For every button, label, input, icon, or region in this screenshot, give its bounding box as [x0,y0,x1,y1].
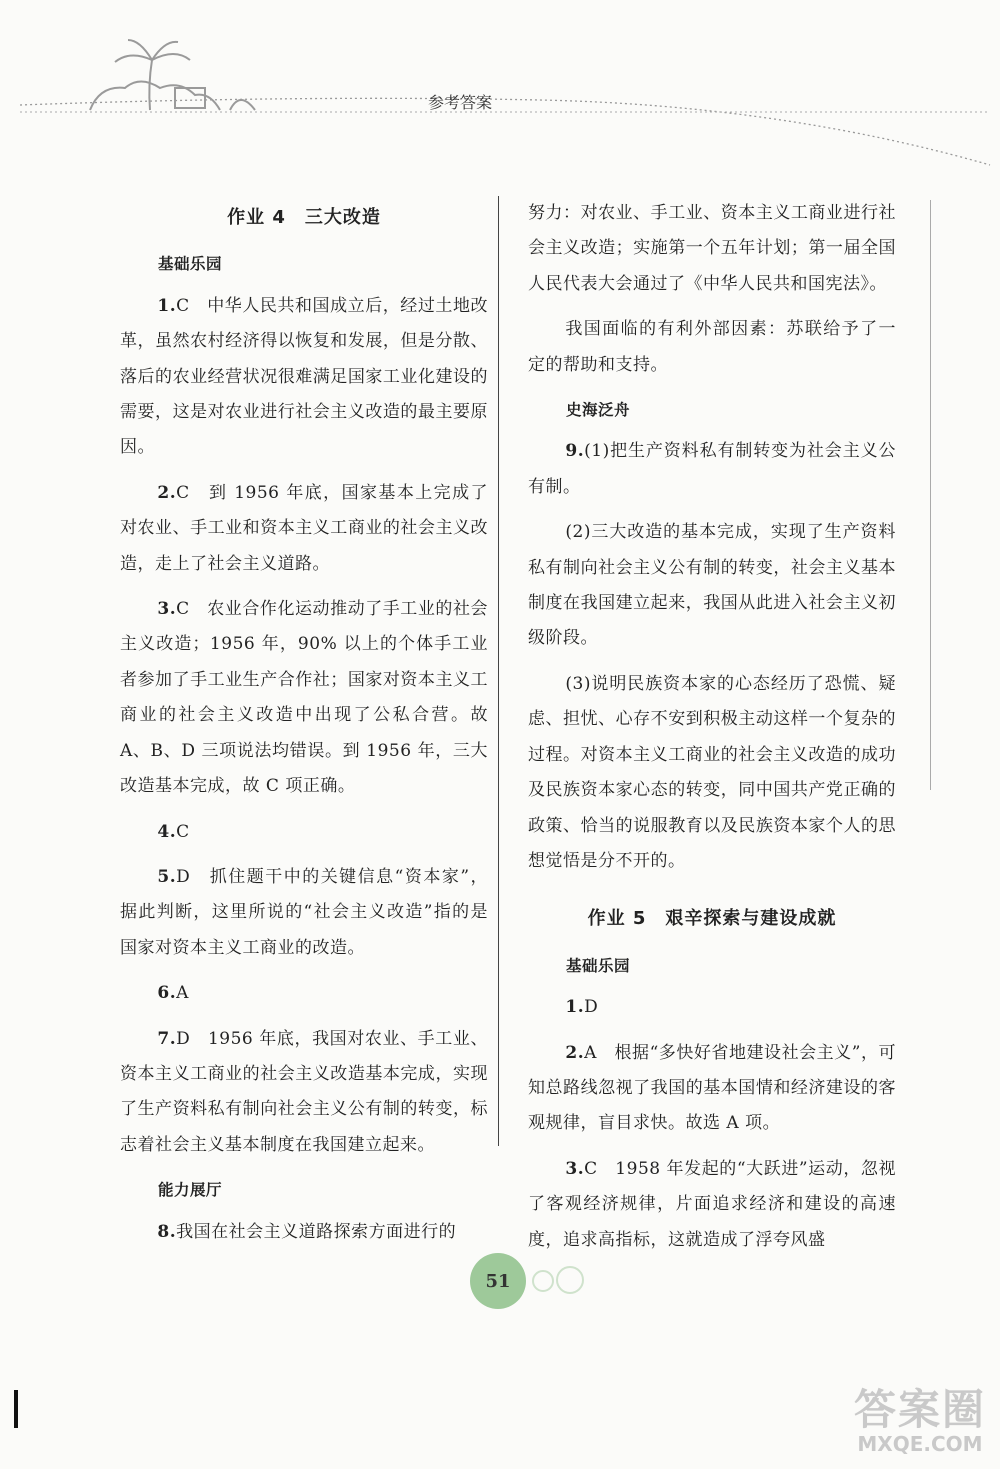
answer-item [528,990,896,1025]
answer-text: C 1958 年发起的“大跃进”运动，忽视了客观经济规律，片面追求经济和建设的高速度，追求高指标，这就造成了浮夸风盛 [528,1158,896,1250]
subsection-title: 基础乐园 [566,956,631,975]
answer-number: 1. [565,997,585,1018]
answer-continuation: 努力：对农业、手工业、资本主义工商业进行社会主义改造；实施第一个五年计划；第一届全国人民代表大会通过了《中华人民共和国宪法》。 [528,203,896,294]
answer-text: D 抓住题干中的关键信息“资本家”，据此判断，这里所说的“社会主义改造”指的是国家对资本主义工商业的改造。 [120,866,488,958]
scan-edge-mark [14,1390,18,1428]
page-number: 51 [485,1270,511,1292]
answer-text: C 农业合作化运动推动了手工业的社会主义改造；1956 年，90% 以上的个体手工业者参加了手工业生产合作社；国家对资本主义工商业的社会主义改造中出现了公私合营。故 A、B、D 三项说法均错误。到 1956 年，三大改造基本完成，故 C 项正确。 [120,599,488,797]
answer-item [120,1215,488,1250]
answer-number: 2. [565,1042,585,1063]
section-title: 作业 4 三大改造 [227,207,381,228]
margin-line [930,200,931,790]
answer-item [120,1022,488,1164]
page-number-badge [470,1253,526,1309]
answer-item [528,1152,896,1258]
right-column [528,196,896,1268]
answer-item [120,289,488,466]
decorative-circle [532,1270,554,1292]
answer-continuation: 我国面临的有利外部因素：苏联给予了一定的帮助和支持。 [528,319,896,375]
answer-text: D 1956 年底，我国对农业、手工业、资本主义工商业的社会主义改造基本完成，实现了生产资料私有制向社会主义公有制的转变，标志着社会主义基本制度在我国建立起来。 [120,1028,488,1155]
answer-text: C [176,821,190,842]
answer-number: 5. [157,866,177,887]
answer-item [120,476,488,582]
subsection-title: 史海泛舟 [566,401,631,420]
header-title: 参考答案 [427,93,492,112]
answer-number: 4. [157,821,177,842]
subsection-title: 能力展厅 [158,1181,223,1200]
decorative-circle [556,1266,584,1294]
left-column [120,196,488,1260]
column-divider [498,196,499,1146]
answer-text: A [176,983,189,1004]
section-title: 作业 5 艰辛探索与建设成就 [587,908,837,930]
answer-subpart: (3)说明民族资本家的心态经历了恐慌、疑虑、担忧、心存不安到积极主动这样一个复杂的过程。对资本主义工商业的社会主义改造的成功及民族资本家心态的转变，同中国共产党正确的政策、恰当的说服教育以及民族资本家个人的思想觉悟是分不开的。 [528,673,896,871]
answer-item [120,976,488,1011]
answer-number: 9. [565,441,585,462]
answer-number: 3. [157,599,177,620]
answer-number: 2. [157,482,177,503]
answer-item [528,434,896,505]
watermark-logo-text: 答案圈 [853,1385,986,1434]
answer-text: D [584,997,599,1018]
answer-number: 8. [157,1221,177,1242]
answer-item [528,1036,896,1142]
watermark-url: MXQE.COM [857,1432,983,1456]
answer-item [120,592,488,804]
answer-text: C 中华人民共和国成立后，经过土地改革，虽然农村经济得以恢复和发展，但是分散、落后的农业经营状况很难满足国家工业化建设的需要，这是对农业进行社会主义改造的最主要原因。 [120,295,488,458]
answer-text: C 到 1956 年底，国家基本上完成了对农业、手工业和资本主义工商业的社会主义改造，走上了社会主义道路。 [120,482,488,574]
answer-item [120,815,488,850]
answer-number: 6. [157,983,177,1004]
answer-number: 7. [157,1028,177,1049]
answer-number: 3. [565,1158,585,1179]
answer-item [120,860,488,966]
answer-text: A 根据“多快好省地建设社会主义”，可知总路线忽视了我国的基本国情和经济建设的客观规律，盲目求快。故选 A 项。 [528,1042,896,1134]
site-watermark [845,1385,995,1456]
answer-subpart: (2)三大改造的基本完成，实现了生产资料私有制向社会主义公有制的转变，社会主义基本制度在我国建立起来，我国从此进入社会主义初级阶段。 [528,522,896,649]
answer-number: 1. [157,295,177,316]
subsection-title: 基础乐园 [158,255,223,274]
answer-text: (1)把生产资料私有制转变为社会主义公有制。 [528,441,896,497]
answer-text: 我国在社会主义道路探索方面进行的 [176,1221,457,1242]
